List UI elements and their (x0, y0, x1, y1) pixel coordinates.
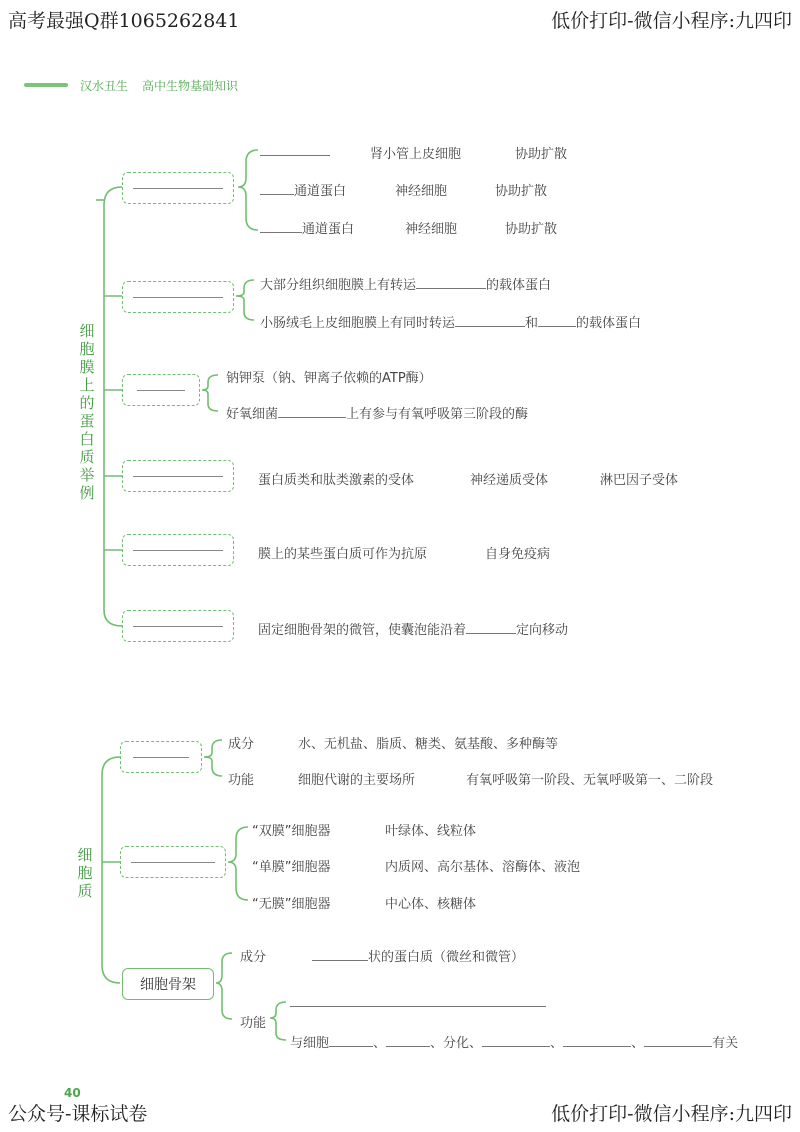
section1-answer-box-3[interactable] (122, 374, 200, 406)
page-number: 40 (64, 1086, 81, 1100)
s2-g3-r2-sep: 、 (550, 1036, 564, 1051)
fill-blank-long[interactable] (290, 1006, 546, 1007)
header-book-title: 高中生物基础知识 (142, 79, 239, 93)
s1-g1-r3-cell: 神经细胞 (405, 222, 458, 237)
s1-g3-r2-text: 好氧细菌 (226, 407, 279, 422)
s1-g4-receptor-3: 淋巴因子受体 (600, 473, 679, 488)
section1-title: 细胞膜上的蛋白质举例 (79, 322, 95, 502)
section1-answer-box-1[interactable] (122, 172, 234, 204)
s1-g3-row1: 钠钾泵（钠、钾离子依赖的ATP酶） (226, 371, 432, 386)
s2-g2-r1-label: “双膜”细胞器 (252, 824, 331, 839)
fill-blank[interactable] (278, 405, 346, 418)
s1-g2-r1-text: 大部分组织细胞膜上有转运 (260, 278, 417, 293)
s2-g3-r2-suffix: 有关 (712, 1036, 739, 1051)
s2-g2-r2-text: 内质网、高尔基体、溶酶体、液泡 (385, 860, 581, 875)
header-author: 汉水丑生 (80, 79, 129, 93)
watermark-bottom-right: 低价打印-微信小程序:九四印 (551, 1103, 792, 1125)
fill-blank[interactable] (416, 276, 486, 289)
fill-blank[interactable] (466, 621, 516, 634)
section1-answer-box-4[interactable] (122, 460, 234, 492)
s1-g5-disease: 自身免疫病 (485, 547, 551, 562)
s1-g6-suffix: 定向移动 (516, 623, 569, 638)
s1-g2-r2-and: 和 (525, 316, 539, 331)
fill-blank[interactable] (260, 182, 294, 195)
fill-blank[interactable] (386, 1034, 430, 1047)
s1-g2-row2 (260, 312, 641, 331)
watermark-top-left: 高考最强Q群1065262841 (8, 10, 240, 32)
section2-title: 细胞质 (77, 846, 93, 900)
s2-g2-r3-text: 中心体、核糖体 (385, 897, 477, 912)
s2-g3-r1-row (312, 946, 524, 965)
s1-g1-row1 (260, 143, 330, 160)
s1-g1-r1-cell: 肾小管上皮细胞 (370, 147, 462, 162)
watermark-bottom-left: 公众号-课标试卷 (8, 1103, 148, 1125)
section1-answer-box-6[interactable] (122, 610, 234, 642)
s2-g3-r2-label: 功能 (240, 1016, 267, 1031)
fill-blank[interactable] (260, 220, 302, 233)
s1-g1-r3-transport: 协助扩散 (505, 222, 558, 237)
s2-g3-r1-text: 状的蛋白质（微丝和微管） (368, 950, 525, 965)
s2-g1-r1-text: 水、无机盐、脂质、糖类、氨基酸、多种酶等 (298, 737, 559, 752)
s1-g5-text: 膜上的某些蛋白质可作为抗原 (258, 547, 428, 562)
fill-blank[interactable] (563, 1034, 631, 1047)
s1-g1-r2-cell: 神经细胞 (395, 184, 448, 199)
fill-blank[interactable] (538, 314, 576, 327)
fill-blank[interactable] (329, 1034, 373, 1047)
s2-g1-r2-stage: 有氧呼吸第一阶段、无氧呼吸第一、二阶段 (466, 773, 714, 788)
s2-g2-r2-label: “单膜”细胞器 (252, 860, 331, 875)
s2-g3-r2-row (290, 1032, 738, 1051)
cytoskeleton-box: 细胞骨架 (122, 968, 214, 1000)
s2-g2-r1-text: 叶绿体、线粒体 (385, 824, 477, 839)
s1-g1-r2-protein: 通道蛋白 (294, 184, 347, 199)
s1-g1-row2 (260, 180, 346, 199)
watermark-top-right: 低价打印-微信小程序:九四印 (551, 10, 792, 32)
section2-answer-box-1[interactable] (120, 741, 202, 773)
s1-g6-text: 固定细胞骨架的微管，使囊泡能沿着 (258, 623, 467, 638)
s2-g2-r3-label: “无膜”细胞器 (252, 897, 331, 912)
s1-g1-r1-transport: 协助扩散 (515, 147, 568, 162)
s1-g1-row3 (260, 218, 354, 237)
section2-answer-box-2[interactable] (120, 846, 226, 878)
s1-g2-row1 (260, 274, 551, 293)
section1-answer-box-5[interactable] (122, 534, 234, 566)
s2-g1-r2-text: 细胞代谢的主要场所 (298, 773, 416, 788)
s2-g1-r2-label: 功能 (228, 773, 255, 788)
fill-blank[interactable] (644, 1034, 712, 1047)
s1-g4-receptor-1: 蛋白质类和肽类激素的受体 (258, 473, 415, 488)
s1-g1-r2-transport: 协助扩散 (495, 184, 548, 199)
fill-blank[interactable] (455, 314, 525, 327)
s1-g2-r1-suffix: 的载体蛋白 (486, 278, 552, 293)
fill-blank[interactable] (312, 948, 368, 961)
s1-g6-row (258, 619, 568, 638)
fill-blank[interactable] (260, 143, 330, 156)
s2-g3-r2-sep: 、 (373, 1036, 387, 1051)
fill-blank[interactable] (482, 1034, 550, 1047)
s2-g1-r1-label: 成分 (228, 737, 255, 752)
s2-g3-r2-mid: 、分化、 (430, 1036, 483, 1051)
s1-g2-r2-text: 小肠绒毛上皮细胞膜上有同时转运 (260, 316, 456, 331)
s1-g3-row2 (226, 403, 528, 422)
s1-g4-receptor-2: 神经递质受体 (470, 473, 549, 488)
section1-answer-box-2[interactable] (122, 281, 234, 313)
s1-g2-r2-suffix: 的载体蛋白 (576, 316, 642, 331)
s2-g3-r2-prefix: 与细胞 (290, 1036, 330, 1051)
s1-g3-r2-suffix: 上有参与有氧呼吸第三阶段的酶 (346, 407, 529, 422)
s2-g3-r2-sep: 、 (631, 1036, 645, 1051)
s1-g1-r3-protein: 通道蛋白 (302, 222, 355, 237)
s2-g3-r1-label: 成分 (240, 950, 267, 965)
